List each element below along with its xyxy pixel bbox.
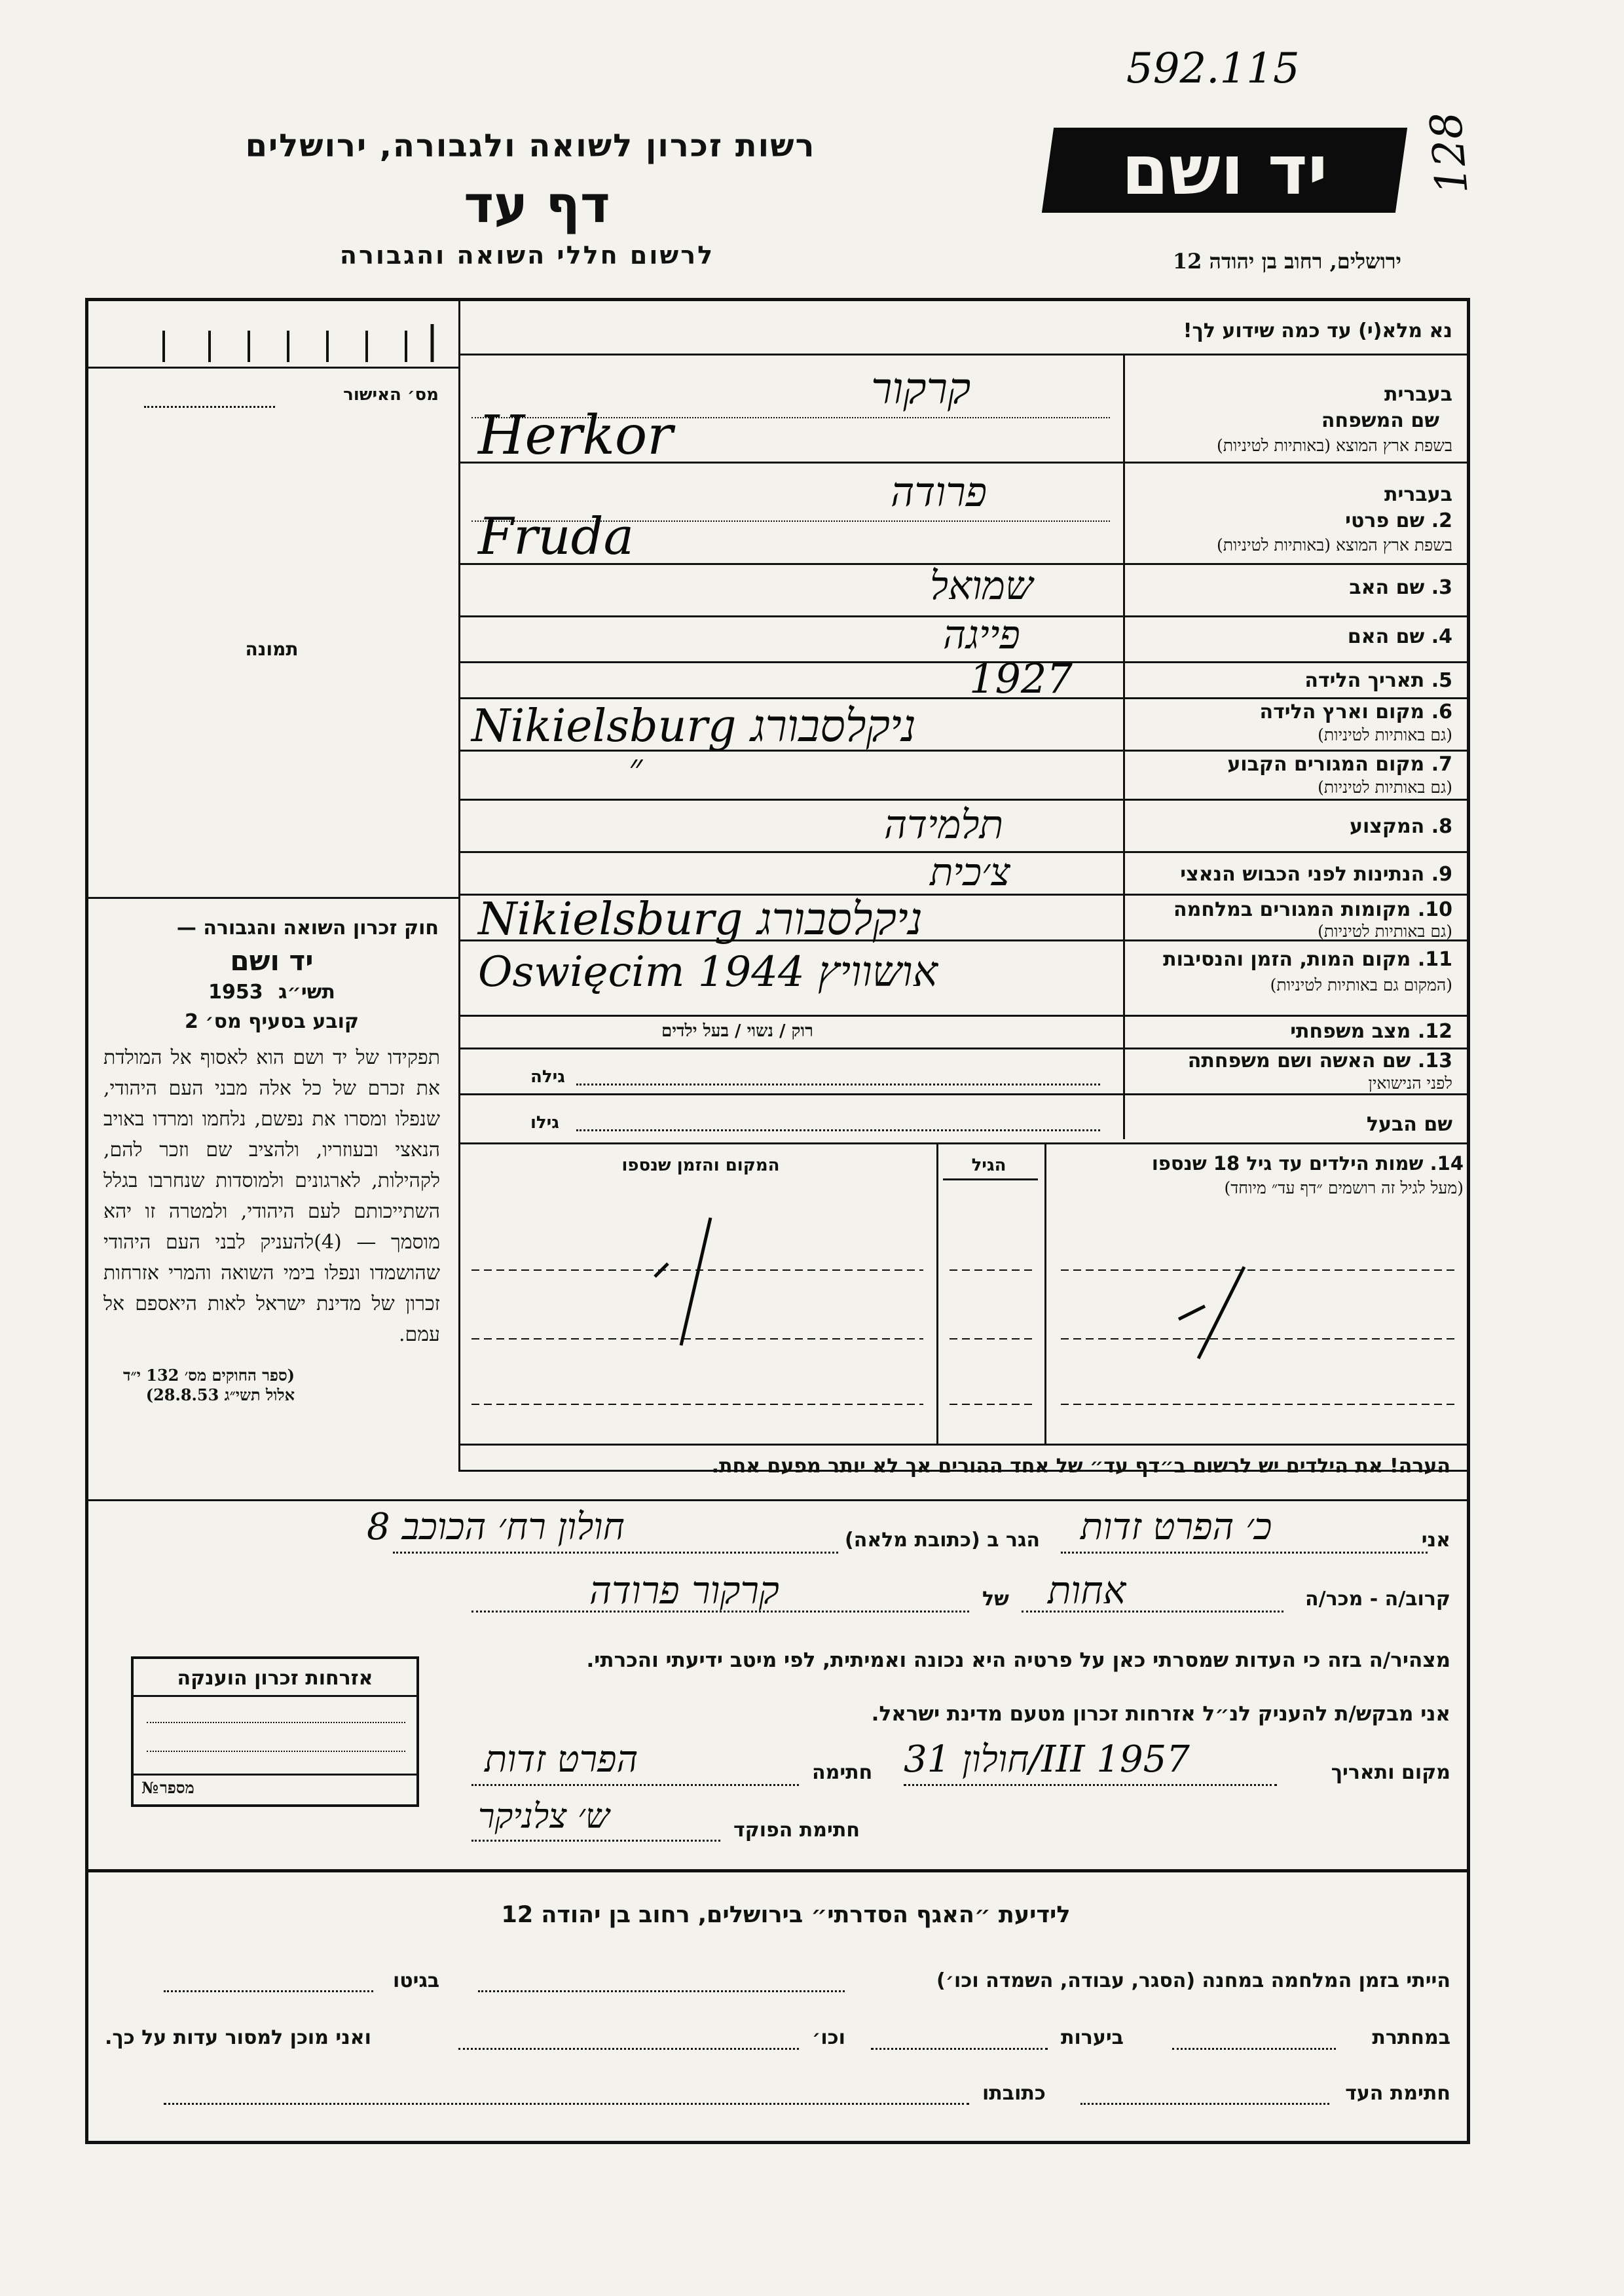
children-col-age: הגיל [971, 1156, 1006, 1175]
field-7-label: 7. מקום המגורים הקבוע [1227, 753, 1452, 776]
witness-line3-b: כתובתו [982, 2082, 1046, 2105]
officer-value: ש׳ צלניקר [478, 1797, 610, 1836]
place-date-value: חולון 31/III 1957 [904, 1738, 1190, 1781]
relative-label: קרוב/ה - מכר/ה [1305, 1588, 1450, 1611]
field-6-value: Nikielsburg ניקלסבורג [471, 701, 916, 752]
law-year: 1953 [208, 981, 263, 1004]
field-2-origin-label: בשפת ארץ המוצא (באותיות לטיניות) [1217, 536, 1452, 555]
side-number: 128 [1420, 109, 1478, 196]
field-6-sub: (גם באותיות לטיניות) [1318, 725, 1452, 744]
field-2-num: 2. [1431, 509, 1452, 532]
field-1-hebrew-label: בעברית [1384, 383, 1452, 406]
law-source: (ספר החוקים מס׳ 132 י״ד אלול תשי״ג 28.8.53) [122, 1366, 295, 1404]
law-box-bottom [85, 1499, 1470, 1501]
witness-line2-a: במחתרת [1372, 2026, 1450, 2049]
field-10-value: Nikielsburg ניקלסבורג [478, 894, 923, 945]
witness-top-border [85, 1869, 1470, 1872]
field-12-value: רוק / נשוי / בעל ילדים [661, 1021, 813, 1041]
signature-label: חתימה [812, 1761, 873, 1784]
law-year-hebrew: תשי״ג [278, 981, 335, 1004]
note-bottom-border [458, 1470, 1470, 1472]
logo-text: יד ושם [1121, 130, 1328, 210]
field-5-value: 1927 [969, 655, 1073, 702]
cert-number-field [98, 385, 452, 411]
law-name: יד ושם [230, 945, 314, 977]
field-9-label: 9. הנתינות לפני הכבוש הנאצי [1180, 863, 1452, 886]
children-rows [458, 1142, 1470, 1444]
witness-line1-b: בגיטו [393, 1969, 440, 1992]
citizenship-number-label: מספר [160, 1778, 194, 1797]
field-3-value: שמואל [930, 563, 1033, 609]
cert-ticks [151, 324, 439, 363]
archive-number: 592.115 [1126, 45, 1300, 93]
address: ירושלים, רחוב בן יהודה 12 [1172, 249, 1401, 274]
witness-line2-b: ביערות [1061, 2026, 1124, 2049]
law-title: חוק זכרון השואה והגבורה — [176, 917, 439, 939]
field-4-value: פייגה [943, 612, 1020, 658]
witness-line2-d: ואני מוכן למסור עדות על כך. [105, 2026, 371, 2049]
of-label: של [982, 1588, 1009, 1611]
form-subtitle: לרשום חללי השואה והגבורה [339, 241, 715, 270]
field-10-label: 10. מקומות המגורים במלחמה [1173, 898, 1452, 921]
husband-label: שם הבעל [1366, 1113, 1452, 1136]
law-box [98, 917, 445, 1405]
field-12-label: 12. מצב משפחתי [1290, 1020, 1452, 1043]
witness-line1-a: הייתי בזמן המלחמה במחנה (הסגר, עבודה, השמדה וכו׳) [936, 1969, 1450, 1992]
field-9-value: צ׳כית [930, 850, 1010, 894]
photo-label: תמונה [245, 638, 299, 660]
field-7-value: ״ [629, 746, 643, 789]
witness-line2-c: וכו׳ [812, 2026, 845, 2049]
request-text: אני מבקש/ת להעניק לנ״ל אזרחות זכרון מטעם מדינת ישראל. [871, 1702, 1450, 1726]
label-column-border [1123, 354, 1125, 1139]
officer-label: חתימת הפוקד [733, 1819, 860, 1842]
note-text: הערה! את הילדים יש לרשום ב״דף עד״ של אחד ההורים אך לא יותר מפעם אחת. [711, 1455, 1450, 1478]
field-8-label: 8. המקצוע [1349, 815, 1452, 838]
field-11-label: 11. מקום המות, הזמן והנסיבות [1163, 948, 1452, 971]
field-2-text: שם פרטי [1345, 509, 1425, 532]
instructions-divider [458, 354, 1470, 355]
authority-line: רשות זכרון לשואה ולגבורה, ירושלים [245, 128, 816, 164]
relative-value: אחות [1048, 1568, 1126, 1613]
field-13-age-label: גילה [530, 1067, 565, 1087]
husband-age-label: גילו [530, 1113, 559, 1133]
field-4-label: 4. שם האם [1347, 625, 1452, 648]
place-date-label: מקום ותאריך [1331, 1761, 1450, 1784]
field-1-latin-value: Herkor [478, 405, 673, 467]
cert-divider [85, 367, 458, 369]
field-10-sub: (גם באותיות לטיניות) [1318, 922, 1452, 941]
children-num: 14. [1430, 1152, 1464, 1175]
field-3-label: 3. שם האב [1349, 576, 1452, 599]
field-11-sub: (המקום גם באותיות לטיניות) [1270, 975, 1452, 994]
children-col-place: המקום והזמן שנספו [621, 1156, 780, 1175]
field-6-label: 6. מקום וארץ הלידה [1259, 701, 1452, 723]
declarant-i-value: כ׳ הפרט זדות [1080, 1506, 1272, 1548]
field-13-sub: לפני הנישואין [1368, 1074, 1452, 1093]
signature-value: הפרט זדות [485, 1738, 638, 1781]
witness-title: לידיעת ״האגף הסדרתי״ בירושלים, רחוב בן יהודה 12 [501, 1902, 1071, 1928]
declarant-i-label: אני [1421, 1529, 1450, 1552]
resident-value: חולון רח׳ הכוכב 8 [367, 1506, 625, 1548]
law-clause: קובע בסעיף מס׳ 2 [184, 1010, 360, 1033]
citizenship-box [131, 1656, 419, 1807]
form-title: דף עד [464, 175, 610, 234]
citizenship-title: אזרחות זכרון הוענקה [134, 1667, 416, 1697]
field-1-hebrew-value: קרקור [871, 363, 971, 414]
cert-number-label: מס׳ האישור [343, 385, 439, 405]
children-sub: (מעל לגיל זה רושמים ״דף עד״ מיוחד) [1224, 1178, 1464, 1197]
children-label: שמות הילדים עד גיל 18 שנספו [1151, 1152, 1424, 1175]
field-2-hebrew-label: בעברית [1384, 483, 1452, 506]
photo-divider [85, 897, 458, 899]
declare-text: מצהיר/ה בזה כי העדות שמסרתי כאן על פרטיה היא נכונה ואמיתית, לפי מיטב ידיעתי והכרתי. [586, 1649, 1450, 1672]
instructions: נא מלא(י) עד כמה שידוע לך! [1183, 319, 1452, 342]
note-top-border [458, 1444, 1470, 1446]
field-11-value: Oswięcim 1944 אושוויץ [478, 948, 938, 996]
field-13-label: 13. שם האשה ושם משפחתה [1187, 1049, 1452, 1072]
field-1-origin-label: בשפת ארץ המוצא (באותיות לטיניות) [1217, 436, 1452, 455]
of-value: קרקור פרודה [589, 1568, 779, 1613]
resident-label: הגר ב (כתובת מלאה) [845, 1529, 1041, 1552]
citizenship-number-sign: № [141, 1778, 159, 1797]
field-5-label: 5. תאריך הלידה [1304, 669, 1452, 692]
field-2-label [1345, 509, 1452, 532]
witness-line3-a: חתימת העד [1345, 2082, 1450, 2105]
law-text: תפקידו של יד ושם הוא לאסוף אל המולדת את זכרם של כל אלה מבני העם היהודי, שנפלו ומסרו את נפשם, נלחמו ומרדו באויב הנאצי ובעוזריו, ולהציב שם וזכר להם, לקהילות, לארגונים ולמוסדות שנחרבו בגלל השתייכותם לעם היהודי, ולמטרה זו יהא מוסמך — (4)להעניק לבני העם היהודי שהושמדו ונפלו בימי השואה והמרי אזרחות זכרון של מדינת ישראל לאות היאספם אל עמם. [103, 1046, 440, 1346]
field-2-latin-value: Fruda [478, 507, 635, 566]
field-7-sub: (גם באותיות לטיניות) [1318, 778, 1452, 797]
field-1-label: שם המשפחה [1321, 409, 1439, 432]
field-2-hebrew-value: פרודה [891, 468, 987, 516]
field-8-value: תלמידה [884, 802, 1004, 848]
